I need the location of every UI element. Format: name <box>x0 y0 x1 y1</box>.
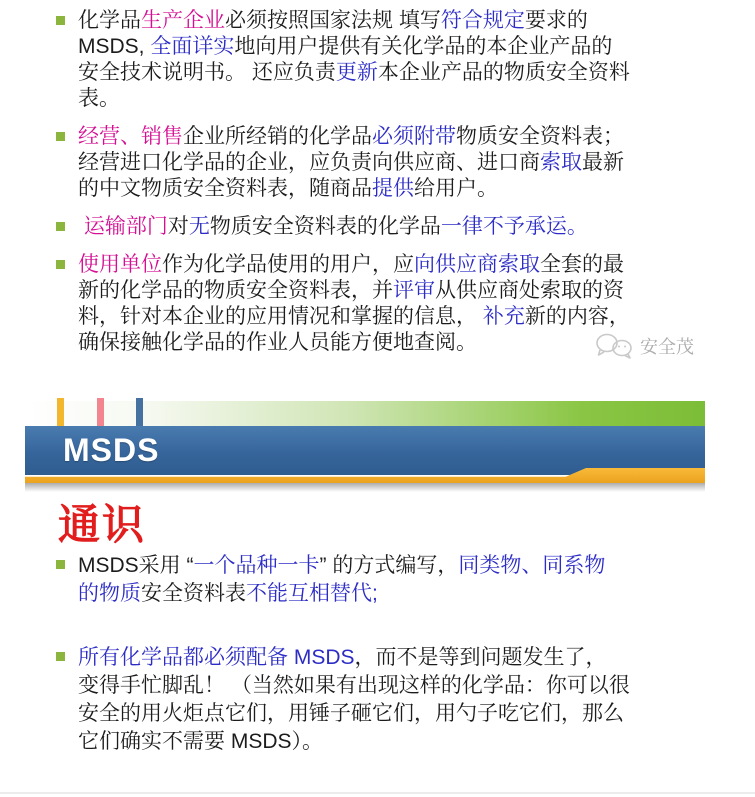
text-run: 它们确实不需要 MSDS）。 <box>78 730 324 753</box>
bullet-square-icon <box>56 132 65 141</box>
watermark-label: 安全茂 <box>640 337 694 357</box>
bullet-text <box>78 124 624 202</box>
text-run: ” 的方式编写， <box>319 554 459 577</box>
text-run: 本企业产品的物质安全资料 <box>377 61 630 84</box>
text-run: 给用户。 <box>414 177 498 200</box>
text-run: 提供 <box>372 177 414 200</box>
text-run: 物质安全资料表； <box>456 125 624 148</box>
bullet-square-icon <box>56 16 65 25</box>
bullet-item <box>56 214 721 240</box>
text-line <box>78 580 605 608</box>
text-run: 全套的最 <box>540 253 624 276</box>
msds-banner <box>25 398 705 494</box>
text-run: 表。 <box>78 87 120 110</box>
text-run: 必须附带 <box>372 125 456 148</box>
text-run: MSDS, <box>78 35 151 58</box>
text-run: 确保接触化学品的作业人员能方便地查阅。 <box>78 331 477 354</box>
bullet-square-icon <box>56 222 65 231</box>
text-run: 物质安全资料表的化学品 <box>209 215 441 238</box>
bullet-square-icon <box>56 560 65 569</box>
text-run: 对 <box>167 215 189 238</box>
text-run: 从供应商处索取的资 <box>435 279 624 302</box>
text-run: ，而不是等到问题发生了， <box>354 646 607 669</box>
bullet-text <box>78 8 630 112</box>
text-line <box>78 700 630 728</box>
bottom-divider <box>0 792 755 794</box>
bullet-item <box>56 552 721 608</box>
text-run: 向供应商索取 <box>414 253 540 276</box>
text-run: 一个品种一卡 <box>193 554 320 577</box>
text-run: 更新 <box>335 61 378 84</box>
wechat-chat-bubbles-icon <box>594 331 636 361</box>
text-run: 地向用户提供有关化学品的本企业产品的 <box>234 35 613 58</box>
text-run: 经营进口化学品的企业，应负责向供应商、进口商 <box>78 151 540 174</box>
text-run: 所有化学品都必须配备 MSDS <box>78 646 355 669</box>
banner-accent-bar-blue <box>136 398 143 426</box>
text-run: 要求的 <box>524 9 588 32</box>
text-run: 变得手忙脚乱！ （当然如果有出现这样的化学品：你可以很 <box>78 674 630 697</box>
text-line <box>78 552 605 580</box>
text-line <box>78 8 630 34</box>
text-line <box>78 214 588 240</box>
bullet-item <box>56 644 721 756</box>
text-run: 经营、销售 <box>78 125 183 148</box>
text-run: 安全技术说明书。 还应负责 <box>78 61 336 84</box>
watermark <box>594 331 694 361</box>
text-run: 的中文物质安全资料表，随商品 <box>78 177 372 200</box>
bullet-text <box>78 644 630 756</box>
text-run: 生产企业 <box>141 9 225 32</box>
text-run: 新的内容， <box>524 305 630 328</box>
bullet-item <box>56 8 721 112</box>
text-run: 新的化学品的物质安全资料表，并 <box>78 279 393 302</box>
text-run: 的物质 <box>78 582 141 605</box>
banner-drop-shadow <box>25 483 705 492</box>
text-run: 安全资料表 <box>141 582 246 605</box>
bullet-text <box>78 252 630 356</box>
text-run: 无 <box>188 215 210 238</box>
msds-duties-list <box>56 8 721 368</box>
text-line <box>78 34 630 60</box>
text-line <box>78 278 630 304</box>
bullet-square-icon <box>56 652 65 661</box>
text-line <box>78 252 630 278</box>
text-line <box>78 60 630 86</box>
text-run: MSDS采用 “ <box>78 554 194 577</box>
text-run: 运输部门 <box>83 215 168 238</box>
text-run: 一律不予承运。 <box>440 215 588 238</box>
text-run: 索取 <box>540 151 582 174</box>
banner-title-bar <box>25 426 705 475</box>
bullet-square-icon <box>56 260 65 269</box>
text-run: 补充 <box>482 305 525 328</box>
text-run: 安全的用火炬点它们，用锤子砸它们，用勺子吃它们，那么 <box>78 702 624 725</box>
text-line <box>78 644 630 672</box>
section-title: 通识 <box>58 501 147 548</box>
text-run: 最新 <box>582 151 624 174</box>
msds-common-knowledge-list <box>56 552 721 792</box>
text-run: 化学品 <box>78 9 141 32</box>
text-line <box>78 672 630 700</box>
text-line <box>78 330 630 356</box>
text-run: 企业所经销的化学品 <box>183 125 372 148</box>
text-line <box>78 176 624 202</box>
text-run: 评审 <box>393 279 435 302</box>
text-line <box>78 124 624 150</box>
banner-accent-bar-pink <box>97 398 104 426</box>
text-run: 作为化学品使用的用户，应 <box>162 253 414 276</box>
bullet-item <box>56 124 721 202</box>
banner-accent-bar-yellow <box>57 398 64 426</box>
text-line <box>78 304 630 330</box>
text-run: 全面详实 <box>150 35 235 58</box>
text-run: 必须按照国家法规 填写 <box>225 9 441 32</box>
text-run: 同类物、同系物 <box>458 554 606 577</box>
text-run: 符合规定 <box>440 9 525 32</box>
banner-title: MSDS <box>63 432 160 468</box>
bullet-text <box>78 552 605 608</box>
text-run: 使用单位 <box>78 253 162 276</box>
text-run: 料，针对本企业的应用情况和掌握的信息， <box>78 305 483 328</box>
text-run: 不能互相替代; <box>246 582 378 605</box>
text-line <box>78 86 630 112</box>
bullet-text <box>78 214 588 240</box>
text-line <box>78 728 630 756</box>
banner-green-gradient-strip <box>25 401 705 426</box>
text-line <box>78 150 624 176</box>
